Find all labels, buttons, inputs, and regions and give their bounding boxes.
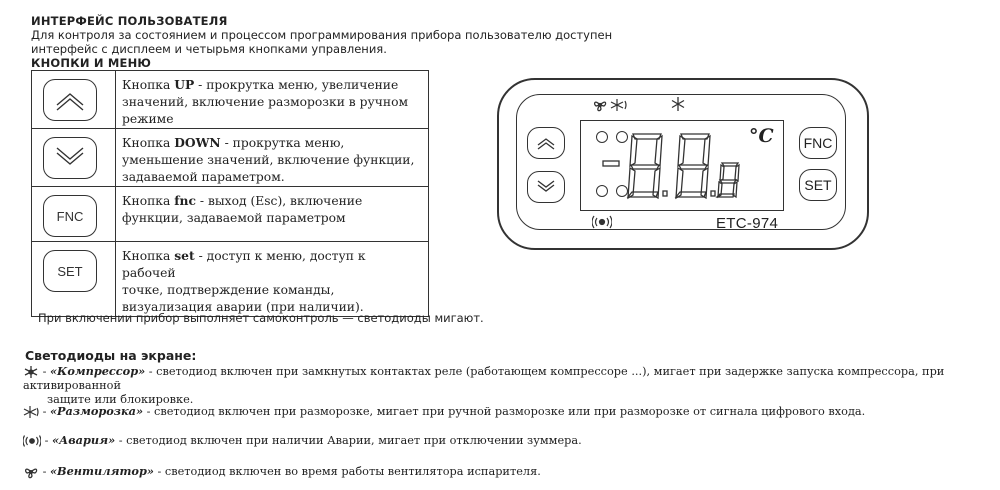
set-key: SET: [43, 250, 97, 292]
buttons-table: [31, 70, 429, 317]
fnc-key-cell: [32, 187, 116, 242]
set-key-cell: [32, 242, 116, 317]
chevron-up-icon: [535, 136, 557, 150]
defrost-icon: [23, 405, 39, 419]
led-fan-item: - «Вентилятор» - светодиод включен во время работы вентилятора испарителя.: [23, 464, 541, 479]
compressor-icon: [23, 365, 39, 379]
alarm-icon: [23, 435, 41, 447]
buttons-title: КНОПКИ И МЕНЮ: [31, 56, 152, 70]
leds-title: Светодиоды на экране:: [25, 348, 197, 363]
intro-line-1: Для контроля за состоянием и процессом программирования прибора пользователю доступен: [31, 28, 613, 42]
led-alarm-item: - «Авария» - светодиод включен при наличии Аварии, мигает при отключении зуммера.: [23, 433, 582, 448]
device-set-button[interactable]: SET: [799, 169, 837, 201]
down-key: [43, 137, 97, 179]
fan-icon: [595, 102, 606, 110]
model-label: ETC-974: [716, 215, 779, 232]
table-row: [32, 187, 429, 242]
fan-defrost-status-icons: [592, 97, 632, 113]
intro-line-2: интерфейс с дисплеем и четырьмя кнопками управления.: [31, 42, 387, 56]
fnc-key-description: Кнопка fnc - выход (Esc), включение функции, задаваемой параметром: [116, 187, 429, 242]
display-screen: [580, 120, 784, 211]
led-compressor-item: - «Компрессор» - светодиод включен при замкнутых контактах реле (работающем компрессоре ...), мигает при задержке запуска компрессора, при активированной защите или блокировке.: [23, 364, 945, 406]
fan-icon: [23, 465, 39, 479]
up-key-description: Кнопка UP - прокрутка меню, увеличение значений, включение разморозки в ручном режиме: [116, 71, 429, 129]
chevron-down-icon: [535, 180, 557, 194]
down-key-description: Кнопка DOWN - прокрутка меню, уменьшение значений, включение функции, задаваемой параметром.: [116, 129, 429, 187]
alarm-icon: [592, 215, 612, 229]
set-key-description: Кнопка set - доступ к меню, доступ к рабочей точке, подтверждение команды, визуализация аварии (при наличии).: [116, 242, 429, 317]
selftest-note: При включении прибор выполняет самоконтроль — светодиоды мигают.: [38, 311, 484, 325]
section-title: ИНТЕРФЕЙС ПОЛЬЗОВАТЕЛЯ: [31, 14, 228, 28]
seven-segment-display: [601, 131, 761, 201]
chevron-up-icon: [52, 88, 88, 112]
up-key: [43, 79, 97, 121]
down-key-cell: [32, 129, 116, 187]
device-down-button[interactable]: [527, 171, 565, 203]
defrost-icon: [611, 99, 626, 111]
device-up-button[interactable]: [527, 127, 565, 159]
table-row: [32, 242, 429, 317]
table-row: [32, 71, 429, 129]
chevron-down-icon: [52, 146, 88, 170]
unit-label: °C: [749, 125, 774, 147]
table-row: [32, 129, 429, 187]
snowflake-icon: [670, 96, 686, 112]
led-defrost-item: - «Разморозка» - светодиод включен при разморозке, мигает при ручной разморозке или при разморозке от сигнала цифрового входа.: [23, 404, 865, 419]
device-fnc-button[interactable]: FNC: [799, 127, 837, 159]
fnc-key: FNC: [43, 195, 97, 237]
up-key-cell: [32, 71, 116, 129]
